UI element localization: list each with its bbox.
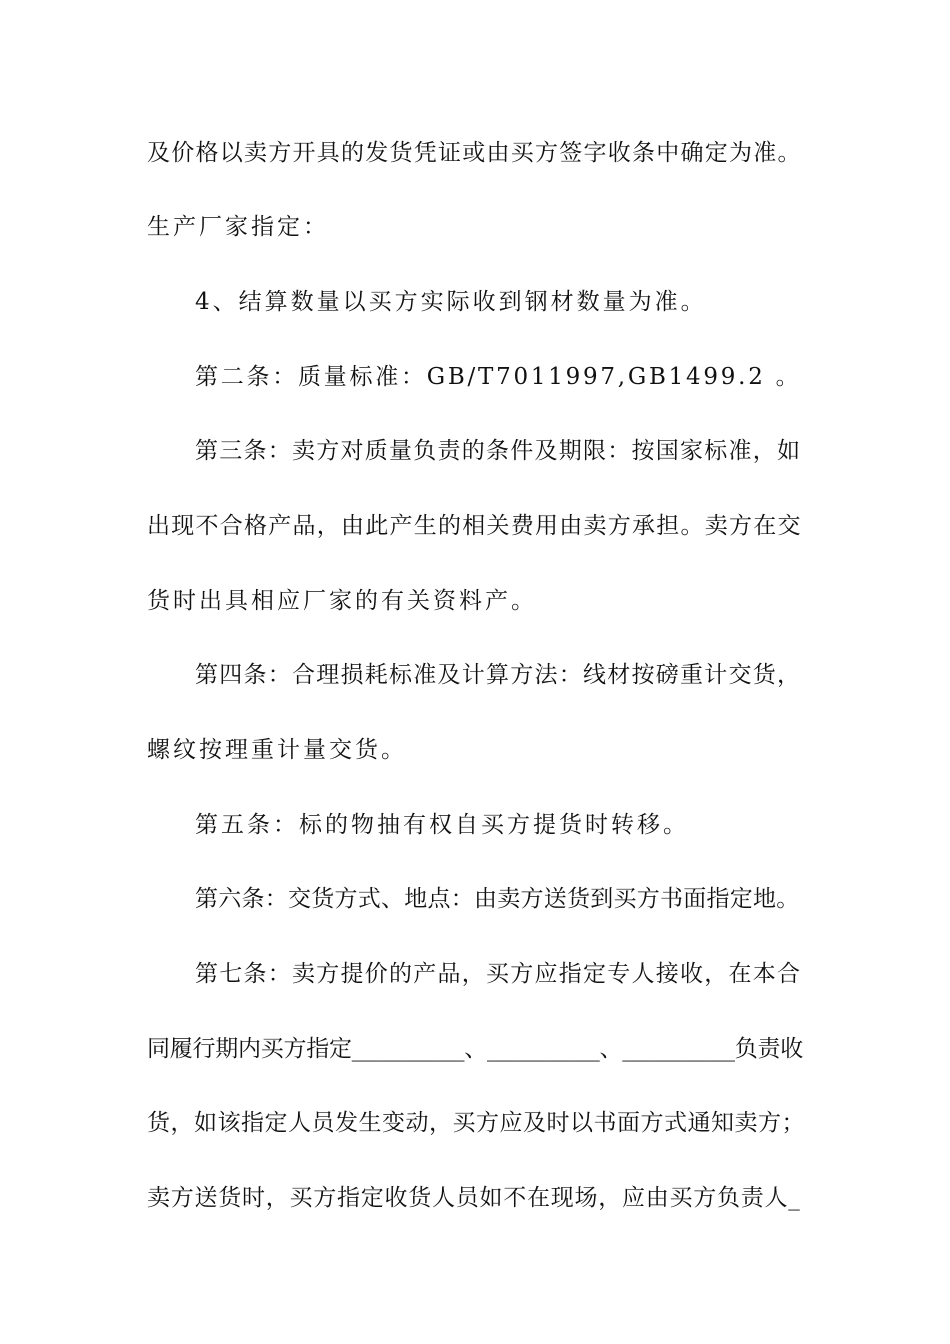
text-line-1: 及价格以卖方开具的发货凭证或由买方签字收条中确定为准。 [147, 140, 802, 166]
text-line-11: 第六条：交货方式、地点：由卖方送货到买方书面指定地。 [195, 886, 800, 912]
text-line-5: 第三条：卖方对质量负责的条件及期限：按国家标准，如 [195, 438, 802, 464]
text-line-8: 第四条：合理损耗标准及计算方法：线材按磅重计交货， [195, 662, 802, 688]
text-line-4: 第二条：质量标准：GB/T7011997,GB1499.2 。 [195, 364, 802, 390]
text-line-9: 螺纹按理重计量交货。 [147, 737, 407, 763]
text-line-12: 第七条：卖方提价的产品，买方应指定专人接收，在本合 [195, 961, 802, 987]
text-line-13: 同履行期内买方指定__________、__________、__________负责收 [147, 1036, 803, 1062]
text-line-10: 第五条：标的物抽有权自买方提货时转移。 [195, 812, 689, 838]
text-line-7: 货时出具相应厂家的有关资料产。 [147, 588, 537, 614]
text-line-3: 4、结算数量以买方实际收到钢材数量为准。 [195, 289, 707, 315]
text-line-14: 货，如该指定人员发生变动，买方应及时以书面方式通知卖方； [147, 1110, 805, 1136]
text-line-15: 卖方送货时，买方指定收货人员如不在现场，应由买方负责人_ [147, 1185, 801, 1211]
text-line-2: 生产厂家指定： [147, 214, 329, 240]
text-line-6: 出现不合格产品，由此产生的相关费用由卖方承担。卖方在交 [147, 513, 802, 539]
